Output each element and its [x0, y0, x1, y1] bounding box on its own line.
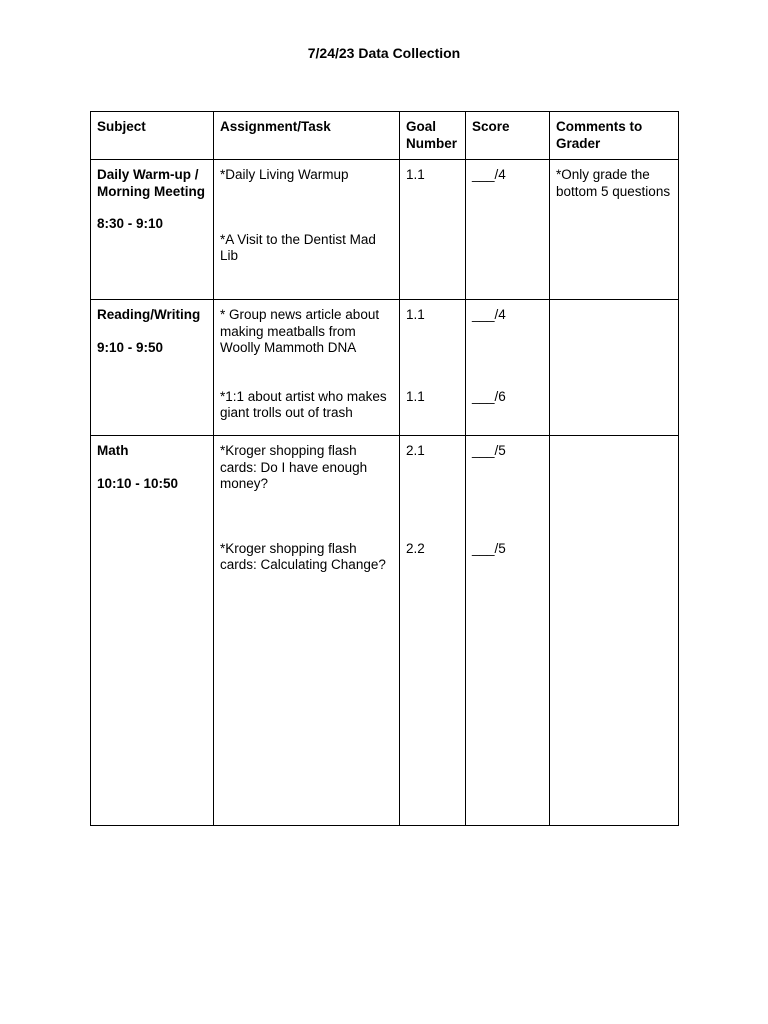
goal-number: 1.1 [406, 388, 425, 404]
score-value: ___/6 [472, 388, 506, 404]
goal-cell [400, 436, 466, 826]
task-text: *Daily Living Warmup [220, 167, 349, 182]
assignment-cell [214, 160, 400, 300]
score-value: ___/5 [472, 443, 506, 458]
task-text: *1:1 about artist who makes giant trolls out of trash [220, 388, 387, 420]
header-score: Score [466, 112, 550, 160]
header-goal-number: Goal Number [400, 112, 466, 160]
subject-cell [91, 436, 214, 826]
comment-text: *Only grade the bottom 5 questions [556, 167, 671, 199]
comments-cell [550, 160, 679, 300]
data-collection-table [90, 111, 679, 826]
table-row [91, 160, 679, 300]
document-title: 7/24/23 Data Collection [307, 45, 461, 61]
score-value: ___/4 [472, 167, 506, 182]
subject-name: Daily Warm-up / Morning Meeting [97, 167, 205, 199]
table-row [91, 436, 679, 826]
score-cell [466, 436, 550, 826]
task-text: *A Visit to the Dentist Mad Lib [220, 231, 376, 263]
subject-time: 10:10 - 10:50 [97, 475, 179, 491]
subject-cell [91, 160, 214, 300]
goal-cell [400, 160, 466, 300]
table-header-row [91, 112, 679, 160]
score-cell [466, 300, 550, 436]
comments-cell [550, 300, 679, 436]
assignment-cell [214, 300, 400, 436]
goal-number: 1.1 [406, 307, 425, 322]
task-text: *Kroger shopping flash cards: Do I have enough money? [220, 443, 368, 491]
task-text: *Kroger shopping flash cards: Calculating Change? [220, 540, 386, 572]
task-text: * Group news article about making meatballs from Woolly Mammoth DNA [220, 307, 380, 355]
header-subject: Subject [91, 112, 214, 160]
goal-number: 1.1 [406, 167, 425, 182]
goal-cell [400, 300, 466, 436]
goal-number: 2.1 [406, 443, 425, 458]
subject-name: Math [97, 443, 129, 458]
comments-cell [550, 436, 679, 826]
header-comments: Comments to Grader [550, 112, 679, 160]
subject-time: 9:10 - 9:50 [97, 339, 164, 355]
header-assignment: Assignment/Task [214, 112, 400, 160]
score-value: ___/5 [472, 540, 506, 556]
assignment-cell [214, 436, 400, 826]
subject-time: 8:30 - 9:10 [97, 216, 164, 231]
goal-number: 2.2 [406, 540, 425, 556]
subject-name: Reading/Writing [97, 307, 201, 322]
score-cell [466, 160, 550, 300]
subject-cell [91, 300, 214, 436]
score-value: ___/4 [472, 307, 506, 322]
table-row [91, 300, 679, 436]
